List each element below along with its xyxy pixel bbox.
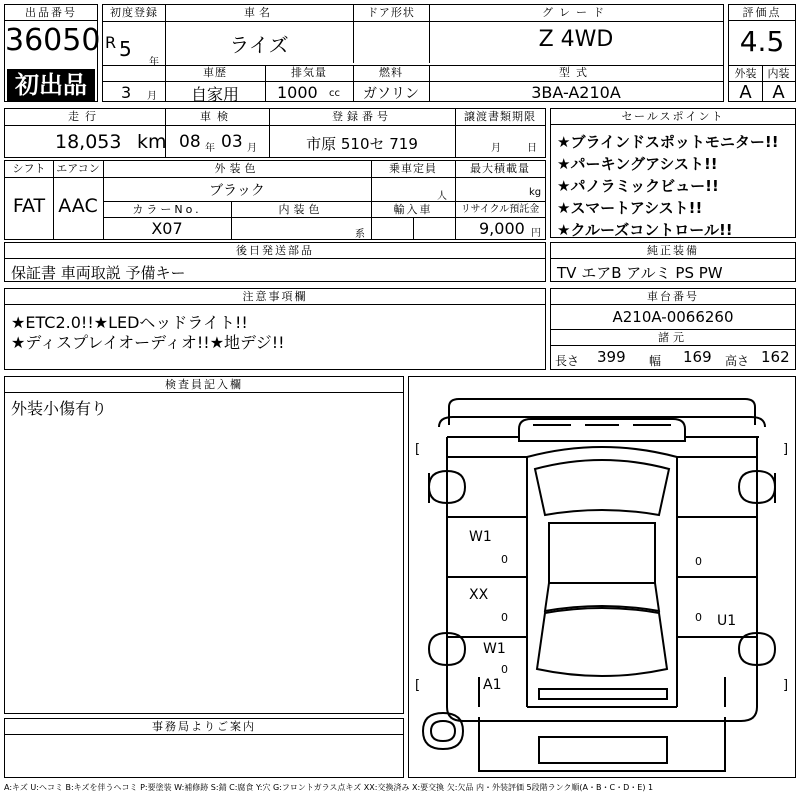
specs-label: 諸元 bbox=[658, 331, 688, 344]
load-unit: kg bbox=[529, 187, 542, 198]
mark-w1-top: W1 bbox=[469, 529, 492, 545]
history-value: 自家用 bbox=[190, 85, 239, 104]
mark-zero-5: 0 bbox=[695, 611, 702, 624]
chassis-label: 車台番号 bbox=[551, 289, 795, 305]
sales-point-4: ★スマートアシスト!! bbox=[557, 199, 703, 217]
model-value: 3BA-A210A bbox=[531, 83, 621, 102]
office-box bbox=[4, 718, 404, 778]
bracket-left-top: [ bbox=[415, 442, 421, 457]
sales-points-label: セールスポイント bbox=[551, 109, 795, 125]
grade: Z 4WD bbox=[538, 27, 614, 52]
lot-no-label: 出品番号 bbox=[5, 5, 97, 21]
first-reg-label: 初度登録 bbox=[110, 6, 158, 19]
sales-point-5: ★クルーズコントロール!! bbox=[557, 221, 733, 239]
inspection-label: 車検 bbox=[200, 110, 234, 123]
sales-points-box bbox=[550, 108, 796, 238]
first-listing-badge: 初出品 bbox=[7, 69, 95, 101]
era: R bbox=[105, 33, 117, 52]
ac-value: AAC bbox=[58, 195, 98, 217]
recycle-unit: 円 bbox=[531, 228, 541, 239]
month-unit: 月 bbox=[147, 91, 157, 102]
row3-table bbox=[4, 160, 546, 240]
lot-box bbox=[4, 4, 101, 102]
inspector-box bbox=[4, 376, 404, 714]
car-diagram bbox=[409, 377, 795, 777]
length-label: 長さ bbox=[555, 354, 580, 368]
disp-value: 1000 bbox=[277, 83, 318, 102]
later-parts-value: 保証書 車両取説 予備キー bbox=[11, 264, 186, 282]
score-label: 評価点 bbox=[729, 5, 795, 21]
sales-point-2: ★パーキングアシスト!! bbox=[557, 155, 718, 173]
notes-label: 注意事項欄 bbox=[5, 289, 545, 305]
shift-value: FAT bbox=[12, 195, 46, 217]
equipment-label: 純正装備 bbox=[551, 243, 795, 259]
office-label: 事務局よりご案内 bbox=[5, 719, 403, 735]
plate-value: 市原 510セ 719 bbox=[306, 135, 418, 153]
mark-zero-4: 0 bbox=[695, 555, 702, 568]
load-label: 最大積載量 bbox=[470, 162, 530, 175]
score-box bbox=[728, 4, 796, 102]
year-unit: 年 bbox=[149, 57, 159, 68]
later-parts-label: 後日発送部品 bbox=[5, 243, 545, 259]
chassis-box bbox=[550, 288, 796, 370]
color-no-value: X07 bbox=[151, 219, 183, 238]
sales-point-3: ★パノラミックビュー!! bbox=[557, 177, 719, 195]
capacity-unit: 人 bbox=[437, 191, 447, 202]
mileage-label: 走行 bbox=[68, 110, 102, 123]
transfer-label: 譲渡書類期限 bbox=[464, 110, 536, 123]
equipment-box bbox=[550, 242, 796, 282]
history-label: 車歴 bbox=[203, 66, 227, 79]
disp-label: 排気量 bbox=[291, 66, 327, 79]
mark-w1-bottom: W1 bbox=[483, 641, 506, 657]
mark-zero-3: 0 bbox=[501, 663, 508, 676]
notes-line-1: ★ETC2.0!!★LEDヘッドライト!! bbox=[11, 313, 248, 332]
width-label: 幅 bbox=[649, 354, 662, 368]
capacity-label: 乗車定員 bbox=[389, 162, 437, 175]
sales-point-1: ★ブラインドスポットモニター!! bbox=[557, 133, 779, 151]
int-label: 内装 bbox=[767, 67, 790, 80]
score-value: 4.5 bbox=[739, 25, 785, 58]
color-label: 外装色 bbox=[214, 162, 260, 175]
disp-unit: cc bbox=[329, 88, 340, 99]
car-name-label: 車名 bbox=[244, 6, 274, 19]
mark-zero-1: 0 bbox=[501, 553, 508, 566]
notes-line-2: ★ディスプレイオーディオ!!★地デジ!! bbox=[11, 333, 285, 352]
recycle-label: リサイクル預託金 bbox=[460, 204, 540, 215]
notes-box bbox=[4, 288, 546, 370]
bracket-right-top: ] bbox=[783, 442, 789, 457]
month-num: 3 bbox=[121, 83, 132, 102]
insp-month: 03 bbox=[221, 132, 243, 152]
header-table bbox=[102, 4, 724, 102]
recycle-value: 9,000 bbox=[479, 219, 525, 238]
interior-label: 内装色 bbox=[278, 203, 324, 216]
grade-label: グレード bbox=[542, 6, 610, 19]
mileage-unit: km bbox=[137, 131, 167, 153]
import-label: 輸入車 bbox=[393, 203, 433, 216]
color-no-label: カラーNo. bbox=[132, 203, 202, 216]
lot-number: 36050 bbox=[5, 23, 101, 58]
length-value: 399 bbox=[597, 348, 626, 366]
ext-label: 外装 bbox=[734, 67, 757, 80]
chassis-value: A210A-0066260 bbox=[612, 308, 734, 326]
plate-label: 登録番号 bbox=[332, 110, 392, 123]
mark-xx: XX bbox=[469, 587, 489, 603]
mileage-value: 18,053 bbox=[55, 131, 122, 153]
insp-month-unit: 月 bbox=[247, 143, 257, 154]
model-label: 型式 bbox=[559, 66, 593, 79]
height-label: 高さ bbox=[725, 354, 750, 368]
transfer-month: 月 bbox=[491, 143, 501, 154]
car-diagram-box bbox=[408, 376, 796, 778]
transfer-day: 日 bbox=[527, 143, 537, 154]
mark-a1: A1 bbox=[483, 677, 502, 693]
color-value: ブラック bbox=[209, 183, 265, 199]
ac-label: エアコン bbox=[56, 162, 100, 175]
year-num: 5 bbox=[119, 37, 132, 61]
door-label: ドア形状 bbox=[367, 6, 415, 19]
ext-grade: A bbox=[739, 82, 752, 103]
mark-u1: U1 bbox=[717, 613, 737, 629]
shift-label: シフト bbox=[12, 162, 46, 175]
height-value: 162 bbox=[761, 348, 790, 366]
interior-unit: 系 bbox=[355, 229, 365, 240]
mark-zero-2: 0 bbox=[501, 611, 508, 624]
car-name: ライズ bbox=[229, 33, 289, 57]
width-value: 169 bbox=[683, 348, 712, 366]
insp-year: 08 bbox=[179, 132, 201, 152]
insp-year-unit: 年 bbox=[205, 143, 215, 154]
bracket-left-bottom: [ bbox=[415, 678, 421, 693]
fuel-value: ガソリン bbox=[363, 86, 419, 102]
legend: A:キズ U:ヘコミ B:キズを伴うヘコミ P:要塗装 W:補修跡 S:錆 C:腐食 Y:穴 G:フロントガラス点キズ XX:交換済み X:要交換 欠:欠品 内・外装評価 5段階ランク順(A・B・C・D・E) 1 bbox=[4, 783, 654, 792]
row2-table bbox=[4, 108, 546, 158]
later-parts-box bbox=[4, 242, 546, 282]
int-grade: A bbox=[772, 82, 785, 103]
equipment-value: TV エアB アルミ PS PW bbox=[557, 264, 723, 282]
inspector-text: 外装小傷有り bbox=[11, 399, 108, 418]
fuel-label: 燃料 bbox=[379, 66, 403, 79]
bracket-right-bottom: ] bbox=[783, 678, 789, 693]
inspector-label: 検査員記入欄 bbox=[5, 377, 403, 393]
